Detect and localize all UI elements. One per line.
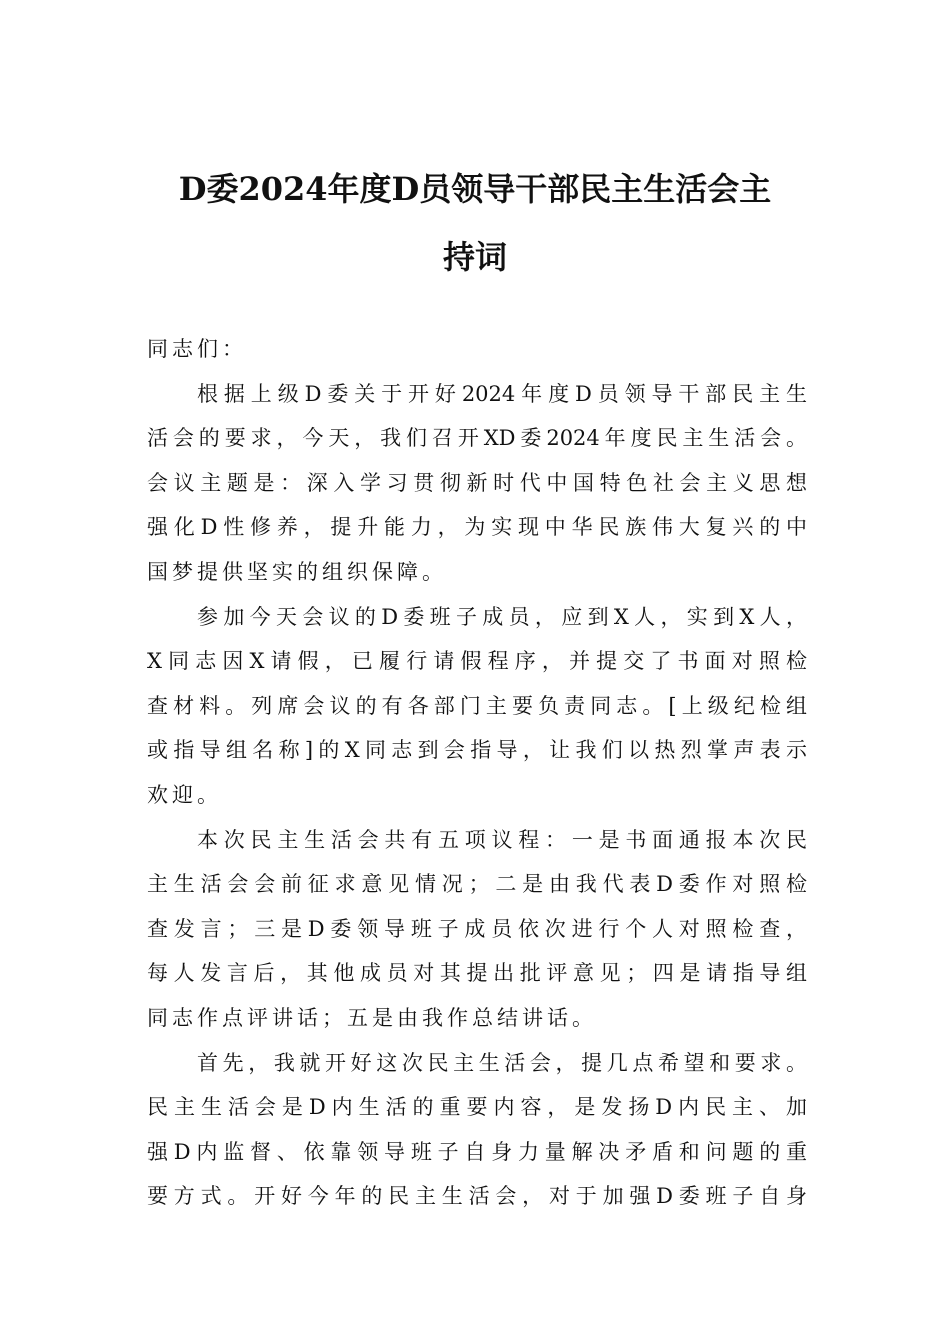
paragraph-line: 欢迎。 [147, 782, 222, 807]
paragraph-line: 本次民主生活会共有五项议程：一是书面通报本次民 [197, 827, 807, 852]
paragraph-line: X同志因X请假，已履行请假程序，并提交了书面对照检 [147, 649, 807, 674]
paragraph-line: 查发言；三是D委领导班子成员依次进行个人对照检查， [147, 916, 807, 941]
paragraph [147, 825, 807, 1048]
paragraph-line: 活会的要求，今天，我们召开XD委2024年度民主生活会。 [147, 426, 807, 451]
paragraph-line: 根据上级D委关于开好2024年度D员领导干部民主生 [197, 381, 807, 406]
paragraph-line: 要方式。开好今年的民主生活会，对于加强D委班子自身 [147, 1184, 807, 1209]
paragraph-line: 或指导组名称]的X同志到会指导，让我们以热烈掌声表示 [147, 738, 807, 763]
salutation: 同志们： [147, 337, 247, 361]
paragraph [147, 379, 807, 602]
document-title-line-2: 持词 [442, 238, 507, 276]
paragraph-line: 民主生活会是D内生活的重要内容，是发扬D内民主、加 [147, 1095, 807, 1120]
paragraph [147, 1048, 807, 1226]
paragraph-line: 参加今天会议的D委班子成员，应到X人，实到X人， [197, 604, 807, 629]
paragraph-line: 强D内监督、依靠领导班子自身力量解决矛盾和问题的重 [147, 1139, 807, 1164]
document-body [147, 334, 807, 1226]
paragraph-line: 查材料。列席会议的有各部门主要负责同志。[上级纪检组 [147, 693, 807, 718]
document-title-line-1: D委2024年度D员领导干部民主生活会主 [178, 170, 772, 208]
paragraph-line: 首先，我就开好这次民主生活会，提几点希望和要求。 [197, 1050, 807, 1075]
paragraph-line: 国梦提供坚实的组织保障。 [147, 559, 447, 584]
paragraph-line: 主生活会会前征求意见情况；二是由我代表D委作对照检 [147, 872, 807, 897]
paragraph-line: 同志作点评讲话；五是由我作总结讲话。 [147, 1005, 597, 1030]
paragraph [147, 602, 807, 825]
paragraph-line: 每人发言后，其他成员对其提出批评意见；四是请指导组 [147, 961, 807, 986]
paragraph-line: 会议主题是：深入学习贯彻新时代中国特色社会主义思想 [147, 470, 807, 495]
paragraph-line: 强化D性修养，提升能力，为实现中华民族伟大复兴的中 [147, 515, 807, 540]
